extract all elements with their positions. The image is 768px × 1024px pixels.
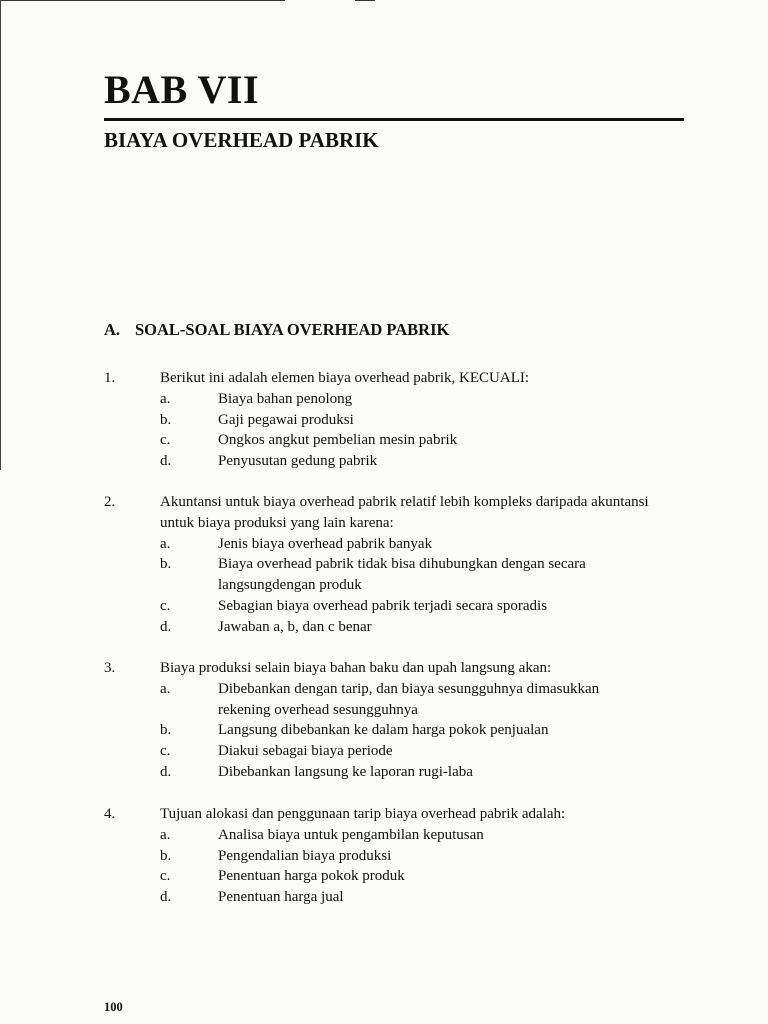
page-number: 100 (104, 1000, 123, 1014)
option-row (104, 887, 684, 908)
option-row (104, 410, 684, 431)
chapter-rule (104, 118, 684, 121)
section-letter: A. (104, 320, 121, 339)
option-text: Biaya overhead pabrik tidak bisa dihubungkan dengan secara langsungdengan produk (218, 556, 586, 594)
option-letter: b. (160, 411, 172, 428)
option-text: Gaji pegawai produksi (218, 411, 354, 428)
option-letter: a. (160, 535, 171, 552)
option-row (104, 451, 684, 472)
option-text: Sebagian biaya overhead pabrik terjadi secara sporadis (218, 597, 548, 614)
option-text: Jenis biaya overhead pabrik banyak (218, 535, 433, 552)
option-text: Penentuan harga pokok produk (218, 868, 405, 885)
question-stem: Berikut ini adalah elemen biaya overhead pabrik, KECUALI: (160, 370, 530, 386)
question-4 (104, 804, 684, 908)
option-row (104, 741, 684, 762)
option-row (104, 762, 684, 783)
option-text: Biaya bahan penolong (218, 390, 353, 407)
option-letter: b. (160, 556, 172, 573)
option-letter: a. (160, 680, 171, 697)
scan-top-rule (0, 0, 285, 1)
option-row (104, 679, 684, 721)
option-letter: c. (160, 868, 171, 885)
question-stem: Akuntansi untuk biaya overhead pabrik relatif lebih kompleks daripada akuntansi untuk biaya produksi yang lain karena: (160, 494, 649, 531)
question-1 (104, 368, 684, 472)
option-letter: d. (160, 763, 172, 780)
option-row (104, 617, 684, 638)
question-number: 2. (104, 494, 116, 510)
question-number: 3. (104, 660, 116, 676)
chapter-number: BAB VII (104, 67, 260, 112)
option-text: Penentuan harga jual (218, 889, 344, 906)
question-number: 1. (104, 370, 116, 386)
question-3 (104, 658, 684, 783)
option-letter: c. (160, 597, 171, 614)
question-stem: Tujuan alokasi dan penggunaan tarip biaya overhead pabrik adalah: (160, 806, 566, 822)
option-row (104, 430, 684, 451)
option-letter: b. (160, 847, 172, 864)
option-text: Dibebankan langsung ke laporan rugi-laba (218, 763, 473, 780)
question-stem: Biaya produksi selain biaya bahan baku dan upah langsung akan: (160, 660, 552, 676)
option-letter: d. (160, 618, 172, 635)
option-text: Ongkos angkut pembelian mesin pabrik (218, 432, 458, 449)
option-row (104, 846, 684, 867)
option-text: Diakui sebagai biaya periode (218, 743, 393, 760)
question-number: 4. (104, 806, 116, 822)
option-letter: a. (160, 390, 171, 407)
option-row (104, 866, 684, 887)
option-letter: d. (160, 889, 172, 906)
option-letter: d. (160, 453, 172, 470)
option-row (104, 825, 684, 846)
question-2 (104, 492, 684, 638)
option-text: Analisa biaya untuk pengambilan keputusan (218, 826, 484, 843)
option-letter: a. (160, 826, 171, 843)
option-letter: c. (160, 743, 171, 760)
option-text: Jawaban a, b, dan c benar (218, 618, 372, 635)
option-row (104, 596, 684, 617)
option-text: Pengendalian biaya produksi (218, 847, 392, 864)
scan-left-edge (0, 0, 1, 470)
option-row (104, 720, 684, 741)
option-row (104, 554, 684, 596)
section-heading (104, 322, 449, 339)
option-text: Dibebankan dengan tarip, dan biaya sesungguhnya dimasukkan rekening overhead sesungguhnya (218, 680, 600, 718)
option-text: Langsung dibebankan ke dalam harga pokok penjualan (218, 722, 549, 739)
chapter-title: BIAYA OVERHEAD PABRIK (104, 128, 379, 152)
scan-top-dash (355, 0, 375, 1)
option-letter: b. (160, 722, 172, 739)
option-letter: c. (160, 432, 171, 449)
option-text: Penyusutan gedung pabrik (218, 453, 378, 470)
section-title: SOAL-SOAL BIAYA OVERHEAD PABRIK (135, 320, 450, 339)
option-row (104, 389, 684, 410)
option-row (104, 534, 684, 555)
